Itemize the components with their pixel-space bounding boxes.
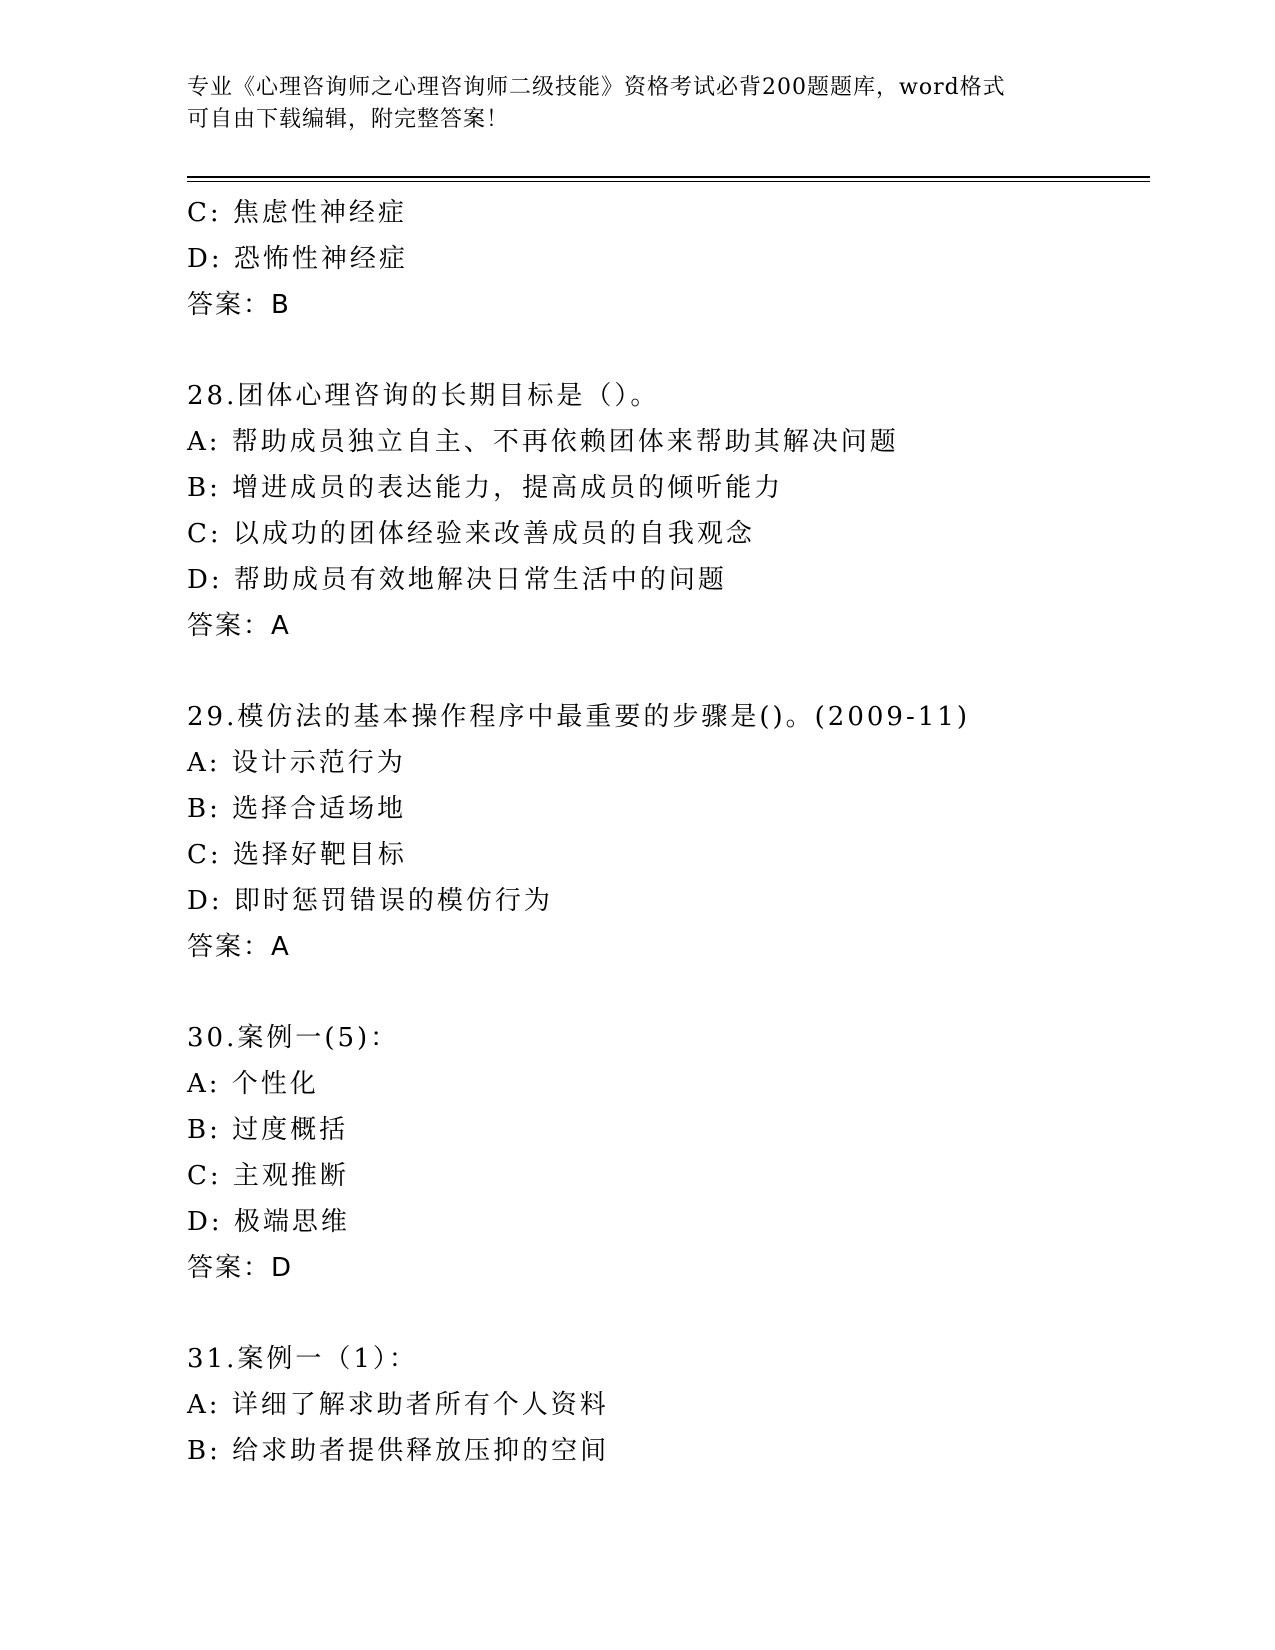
option-c: C: 焦虑性神经症 bbox=[187, 198, 407, 228]
option-b: B: 选择合适场地 bbox=[187, 794, 407, 824]
question-29 bbox=[187, 694, 1147, 970]
answer: 答案：B bbox=[187, 290, 291, 320]
question-28 bbox=[187, 373, 1147, 649]
option-c: C: 以成功的团体经验来改善成员的自我观念 bbox=[187, 519, 755, 549]
question-text: 31.案例一（1）： bbox=[187, 1344, 418, 1374]
header-line-2: 可自由下载编辑，附完整答案！ bbox=[187, 107, 510, 132]
answer: 答案：A bbox=[187, 611, 291, 641]
question-30 bbox=[187, 1015, 1147, 1291]
option-c: C: 选择好靶目标 bbox=[187, 840, 407, 870]
header-line-1: 专业《心理咨询师之心理咨询师二级技能》资格考试必背200题题库，word格式 bbox=[187, 75, 1006, 100]
question-31 bbox=[187, 1336, 1147, 1474]
option-d: D: 帮助成员有效地解决日常生活中的问题 bbox=[187, 565, 727, 595]
question-text: 28.团体心理咨询的长期目标是（）。 bbox=[187, 381, 660, 411]
question-list bbox=[187, 190, 1147, 1474]
option-a: A: 个性化 bbox=[187, 1069, 319, 1099]
question-text: 30.案例一(5)： bbox=[187, 1023, 400, 1053]
header-divider-thin bbox=[187, 181, 1150, 182]
header-divider-thick bbox=[187, 176, 1150, 178]
answer: 答案：A bbox=[187, 932, 291, 962]
option-c: C: 主观推断 bbox=[187, 1161, 349, 1191]
option-d: D: 极端思维 bbox=[187, 1207, 350, 1237]
document-header bbox=[187, 72, 1087, 136]
option-b: B: 过度概括 bbox=[187, 1115, 349, 1145]
option-b: B: 给求助者提供释放压抑的空间 bbox=[187, 1436, 610, 1466]
question-text: 29.模仿法的基本操作程序中最重要的步骤是()。(2009-11) bbox=[187, 702, 970, 732]
option-d: D: 恐怖性神经症 bbox=[187, 244, 408, 274]
option-a: A: 详细了解求助者所有个人资料 bbox=[187, 1390, 609, 1420]
question-27-fragment bbox=[187, 190, 1147, 328]
option-d: D: 即时惩罚错误的模仿行为 bbox=[187, 886, 553, 916]
option-b: B: 增进成员的表达能力，提高成员的倾听能力 bbox=[187, 473, 784, 503]
option-a: A: 设计示范行为 bbox=[187, 748, 406, 778]
option-a: A: 帮助成员独立自主、不再依赖团体来帮助其解决问题 bbox=[187, 427, 899, 457]
answer: 答案：D bbox=[187, 1253, 294, 1283]
